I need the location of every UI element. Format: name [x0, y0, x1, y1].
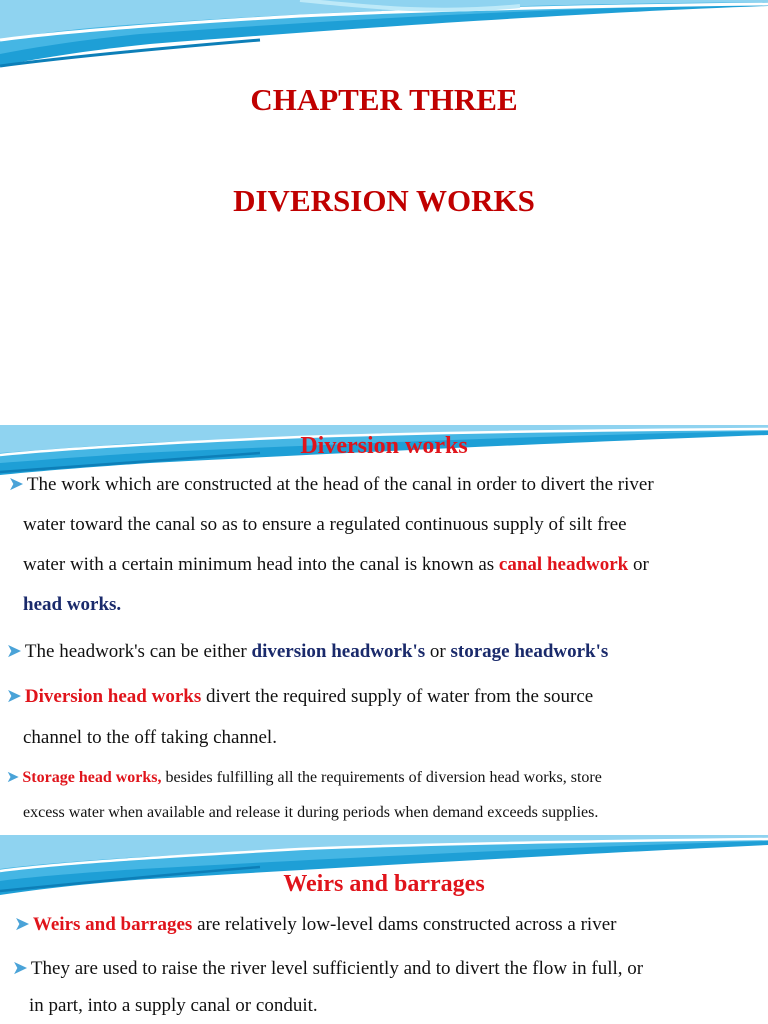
slide-weirs-barrages [0, 835, 768, 1024]
paragraph-text: water toward the canal so as to ensure a regulated continuous supply of silt free [23, 514, 627, 535]
paragraph-text: divert the required supply of water from the source [201, 686, 594, 707]
right-arrow-bullet-icon: ➤ [6, 769, 20, 786]
paragraph-text: or [425, 641, 451, 662]
right-arrow-bullet-icon: ➤ [8, 474, 24, 495]
list-item [14, 905, 616, 945]
right-arrow-bullet-icon: ➤ [12, 958, 28, 979]
paragraph-text: besides fulfilling all the requirements of diversion head works, store [161, 769, 602, 786]
right-arrow-bullet-icon: ➤ [6, 641, 22, 662]
paragraph-text: excess water when available and release it during periods when demand exceeds supplies. [23, 804, 599, 821]
slide-chapter-title [0, 0, 768, 425]
list-item [6, 761, 602, 795]
right-arrow-bullet-icon: ➤ [14, 914, 30, 935]
paragraph-text: They are used to raise the river level sufficiently and to divert the flow in full, or [30, 958, 644, 979]
term-diversion-headworks: diversion headwork's [251, 641, 426, 662]
paragraph-text: The work which are constructed at the head of the canal in order to divert the river [26, 474, 654, 495]
list-item [6, 677, 593, 717]
list-item [6, 632, 608, 672]
term-storage-head-works: Storage head works, [22, 769, 162, 786]
list-item [12, 949, 643, 989]
paragraph-text: in part, into a supply canal or conduit. [29, 995, 318, 1016]
list-item [8, 465, 654, 505]
paragraph-text: channel to the off taking channel. [23, 727, 277, 748]
term-storage-headworks: storage headwork's [450, 641, 609, 662]
chapter-heading: CHAPTER THREE [250, 82, 518, 117]
term-head-works: head works. [23, 594, 122, 615]
slide-diversion-works [0, 425, 768, 835]
paragraph-text: are relatively low-level dams constructed across a river [192, 914, 617, 935]
paragraph-text: water with a certain minimum head into the canal is known as [23, 554, 499, 575]
paragraph-text: or [628, 554, 649, 575]
term-diversion-head-works: Diversion head works [24, 686, 202, 707]
paragraph-text: The headwork's can be either [24, 641, 252, 662]
right-arrow-bullet-icon: ➤ [6, 686, 22, 707]
term-weirs-and-barrages: Weirs and barrages [32, 914, 193, 935]
wave-banner-icon [0, 0, 768, 80]
section-title: Diversion works [300, 433, 468, 459]
term-canal-headwork: canal headwork [498, 554, 629, 575]
list-item-continuation [23, 545, 649, 585]
section-title: Weirs and barrages [283, 871, 485, 897]
chapter-title: DIVERSION WORKS [233, 183, 535, 218]
